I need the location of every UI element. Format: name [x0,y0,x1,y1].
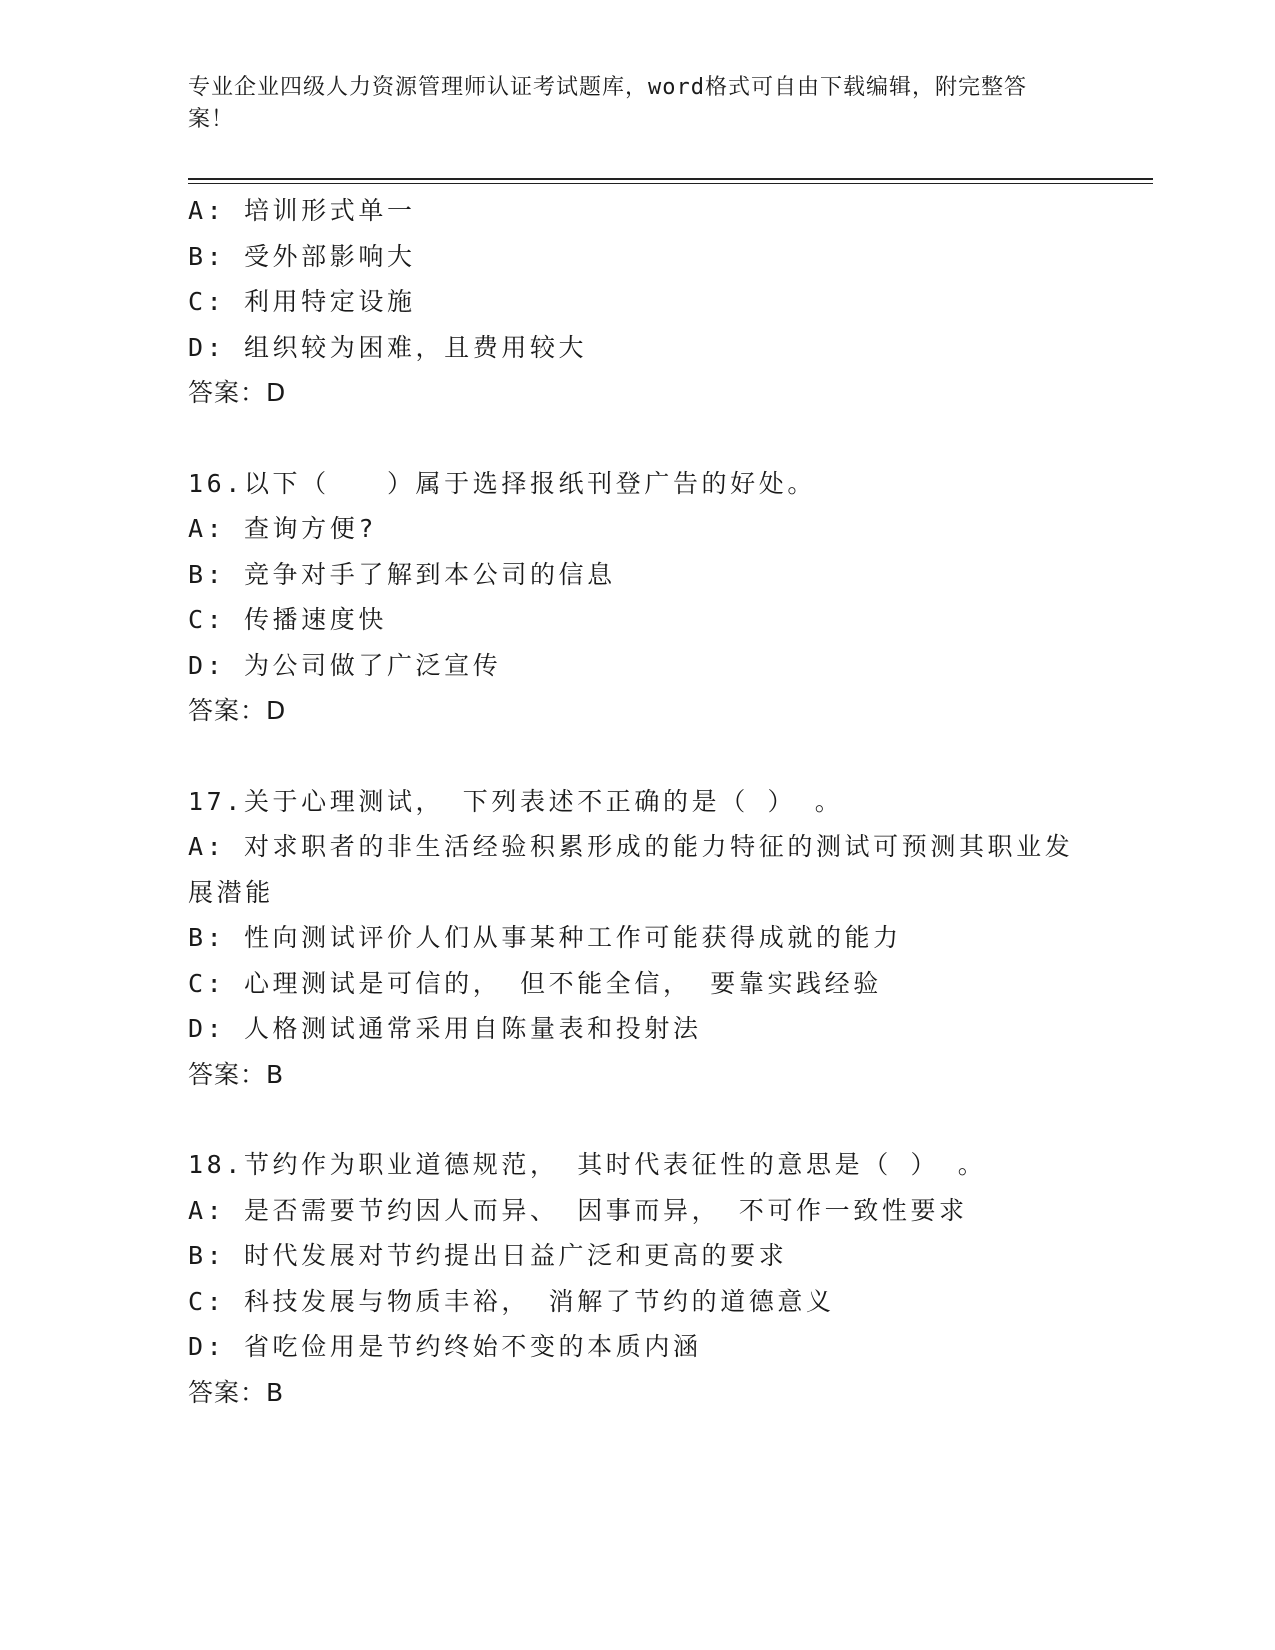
option-b: B: 时代发展对节约提出日益广泛和更高的要求 [188,1241,788,1270]
option-d: D: 人格测试通常采用自陈量表和投射法 [188,1014,702,1043]
option-d: D: 省吃俭用是节约终始不变的本质内涵 [188,1332,702,1361]
question-block-17 [188,779,1088,1098]
question-stem: 17.关于心理测试， 下列表述不正确的是（ ） 。 [188,786,844,816]
document-header: 专业企业四级人力资源管理师认证考试题库，word格式可自由下载编辑，附完整答案！ [188,75,1027,132]
question-block-16 [188,461,1088,734]
option-b: B: 性向测试评价人们从事某种工作可能获得成就的能力 [188,923,902,952]
option-c: C: 传播速度快 [188,605,387,634]
option-a: A: 查询方便? [188,514,378,543]
option-d: D: 组织较为困难，且费用较大 [188,332,588,362]
header-divider-thick [188,178,1153,180]
question-block-18 [188,1142,1088,1415]
option-a: A: 对求职者的非生活经验积累形成的能力特征的测试可预测其职业发展潜能 [188,832,1074,907]
answer-line: 答案：B [188,1377,285,1407]
question-stem: 18.节约作为职业道德规范， 其时代表征性的意思是（ ） 。 [188,1150,987,1179]
option-d: D: 为公司做了广泛宣传 [188,650,502,680]
answer-line: 答案：D [188,696,287,725]
option-a: A: 培训形式单一 [188,196,416,225]
prev-question-block [188,188,1088,416]
option-b: B: 竞争对手了解到本公司的信息 [188,559,616,589]
header-divider-thin [188,183,1153,184]
question-content [188,188,1088,1415]
option-c: C: 利用特定设施 [188,287,416,316]
option-a: A: 是否需要节约因人而异、 因事而异， 不可作一致性要求 [188,1195,968,1225]
answer-line: 答案：D [188,378,287,407]
answer-line: 答案：B [188,1059,285,1089]
option-c: C: 心理测试是可信的， 但不能全信， 要靠实践经验 [188,968,882,998]
question-stem: 16.以下（ ）属于选择报纸刊登广告的好处。 [188,468,816,498]
option-b: B: 受外部影响大 [188,241,416,271]
option-c: C: 科技发展与物质丰裕， 消解了节约的道德意义 [188,1286,835,1316]
